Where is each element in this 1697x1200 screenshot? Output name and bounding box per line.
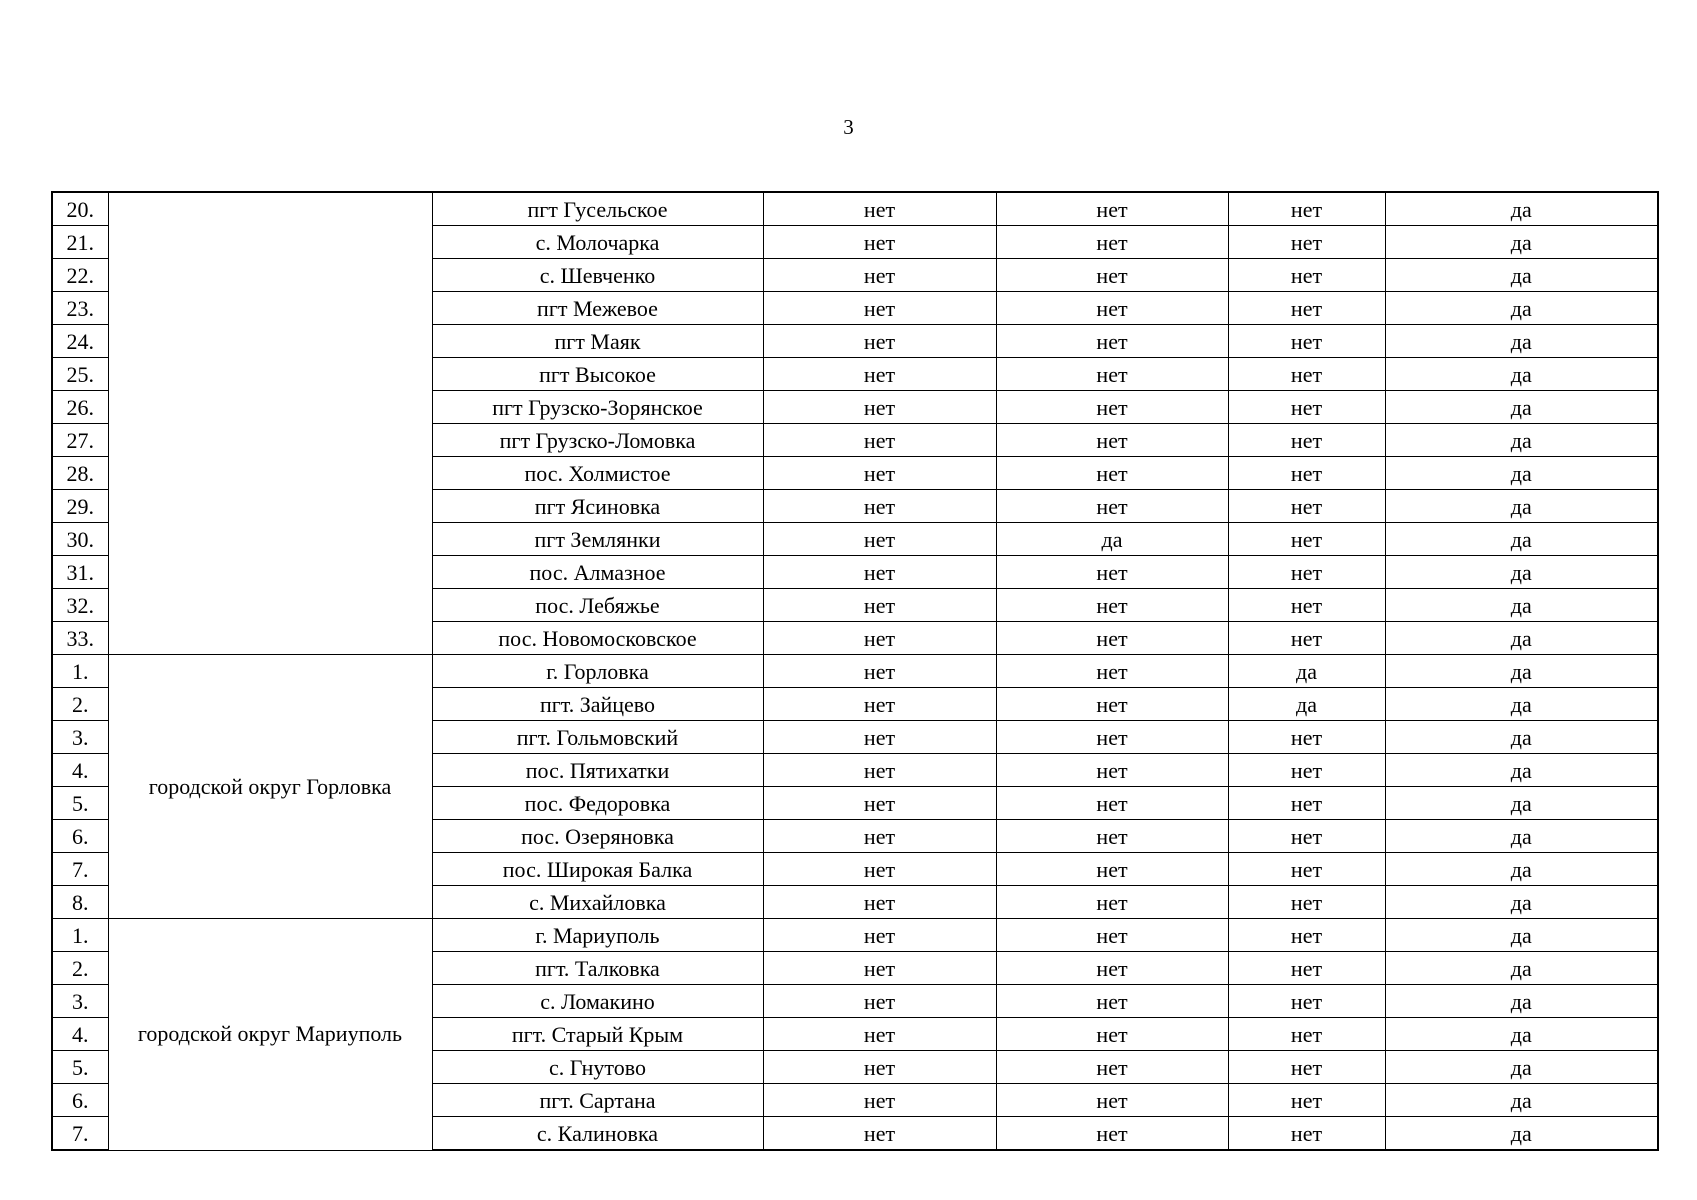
value-cell-3: нет (1228, 919, 1385, 952)
row-number-cell: 23. (52, 292, 108, 325)
value-cell-3: нет (1228, 192, 1385, 226)
value-cell-4: да (1385, 523, 1658, 556)
value-cell-3: нет (1228, 952, 1385, 985)
value-cell-2: нет (996, 1084, 1228, 1117)
locality-cell: с. Ломакино (432, 985, 763, 1018)
value-cell-2: нет (996, 622, 1228, 655)
value-cell-2: нет (996, 226, 1228, 259)
value-cell-2: нет (996, 325, 1228, 358)
row-number-cell: 22. (52, 259, 108, 292)
value-cell-4: да (1385, 655, 1658, 688)
locality-cell: пгт. Гольмовский (432, 721, 763, 754)
value-cell-4: да (1385, 853, 1658, 886)
page-number: 3 (843, 115, 854, 139)
value-cell-3: нет (1228, 457, 1385, 490)
value-cell-2: нет (996, 952, 1228, 985)
row-number-cell: 1. (52, 655, 108, 688)
locality-cell: пос. Федоровка (432, 787, 763, 820)
value-cell-1: нет (763, 589, 996, 622)
row-number-cell: 6. (52, 820, 108, 853)
value-cell-3: нет (1228, 754, 1385, 787)
value-cell-1: нет (763, 226, 996, 259)
row-number-cell: 31. (52, 556, 108, 589)
row-number-cell: 6. (52, 1084, 108, 1117)
locality-cell: пос. Алмазное (432, 556, 763, 589)
value-cell-2: нет (996, 820, 1228, 853)
value-cell-3: нет (1228, 853, 1385, 886)
value-cell-1: нет (763, 853, 996, 886)
locality-cell: пос. Широкая Балка (432, 853, 763, 886)
row-number-cell: 7. (52, 853, 108, 886)
locality-cell: г. Мариуполь (432, 919, 763, 952)
value-cell-1: нет (763, 259, 996, 292)
table-body (52, 192, 1658, 1150)
row-number-cell: 21. (52, 226, 108, 259)
value-cell-1: нет (763, 985, 996, 1018)
locality-cell: пгт Грузско-Зорянское (432, 391, 763, 424)
value-cell-3: нет (1228, 985, 1385, 1018)
locality-cell: с. Калиновка (432, 1117, 763, 1151)
value-cell-4: да (1385, 787, 1658, 820)
value-cell-3: нет (1228, 886, 1385, 919)
value-cell-2: нет (996, 919, 1228, 952)
value-cell-2: нет (996, 1018, 1228, 1051)
value-cell-1: нет (763, 391, 996, 424)
value-cell-4: да (1385, 919, 1658, 952)
value-cell-3: нет (1228, 1051, 1385, 1084)
value-cell-2: нет (996, 259, 1228, 292)
value-cell-2: нет (996, 589, 1228, 622)
locality-cell: пос. Озеряновка (432, 820, 763, 853)
value-cell-1: нет (763, 886, 996, 919)
value-cell-3: нет (1228, 292, 1385, 325)
row-number-cell: 28. (52, 457, 108, 490)
value-cell-4: да (1385, 952, 1658, 985)
value-cell-1: нет (763, 292, 996, 325)
row-number-cell: 33. (52, 622, 108, 655)
locality-cell: пгт. Сартана (432, 1084, 763, 1117)
value-cell-2: нет (996, 985, 1228, 1018)
value-cell-4: да (1385, 391, 1658, 424)
value-cell-4: да (1385, 589, 1658, 622)
value-cell-4: да (1385, 721, 1658, 754)
value-cell-1: нет (763, 1117, 996, 1151)
locality-cell: пос. Пятихатки (432, 754, 763, 787)
row-number-cell: 3. (52, 985, 108, 1018)
value-cell-4: да (1385, 457, 1658, 490)
value-cell-3: нет (1228, 556, 1385, 589)
locality-cell: пгт. Талковка (432, 952, 763, 985)
value-cell-3: нет (1228, 787, 1385, 820)
value-cell-1: нет (763, 622, 996, 655)
value-cell-2: нет (996, 754, 1228, 787)
row-number-cell: 7. (52, 1117, 108, 1151)
row-number-cell: 5. (52, 787, 108, 820)
value-cell-2: нет (996, 391, 1228, 424)
value-cell-4: да (1385, 886, 1658, 919)
value-cell-1: нет (763, 523, 996, 556)
value-cell-4: да (1385, 820, 1658, 853)
value-cell-1: нет (763, 325, 996, 358)
value-cell-4: да (1385, 1084, 1658, 1117)
value-cell-2: нет (996, 655, 1228, 688)
value-cell-2: нет (996, 853, 1228, 886)
value-cell-4: да (1385, 490, 1658, 523)
value-cell-4: да (1385, 1117, 1658, 1151)
value-cell-3: нет (1228, 226, 1385, 259)
value-cell-3: нет (1228, 1018, 1385, 1051)
value-cell-3: да (1228, 688, 1385, 721)
row-number-cell: 4. (52, 754, 108, 787)
row-number-cell: 2. (52, 688, 108, 721)
value-cell-1: нет (763, 1084, 996, 1117)
locality-cell: пгт Гусельское (432, 192, 763, 226)
locality-cell: г. Горловка (432, 655, 763, 688)
district-cell: городской округ Горловка (108, 655, 432, 919)
value-cell-3: нет (1228, 589, 1385, 622)
row-number-cell: 29. (52, 490, 108, 523)
value-cell-2: нет (996, 886, 1228, 919)
value-cell-2: нет (996, 292, 1228, 325)
value-cell-3: да (1228, 655, 1385, 688)
locality-cell: пос. Холмистое (432, 457, 763, 490)
value-cell-3: нет (1228, 1084, 1385, 1117)
value-cell-4: да (1385, 688, 1658, 721)
value-cell-2: нет (996, 787, 1228, 820)
value-cell-1: нет (763, 457, 996, 490)
value-cell-4: да (1385, 325, 1658, 358)
table-row (52, 919, 1658, 952)
value-cell-2: да (996, 523, 1228, 556)
value-cell-1: нет (763, 1018, 996, 1051)
value-cell-1: нет (763, 688, 996, 721)
locality-cell: пос. Лебяжье (432, 589, 763, 622)
value-cell-2: нет (996, 424, 1228, 457)
value-cell-2: нет (996, 688, 1228, 721)
value-cell-4: да (1385, 754, 1658, 787)
value-cell-3: нет (1228, 391, 1385, 424)
locality-cell: пос. Новомосковское (432, 622, 763, 655)
row-number-cell: 27. (52, 424, 108, 457)
locality-cell: с. Шевченко (432, 259, 763, 292)
row-number-cell: 8. (52, 886, 108, 919)
row-number-cell: 30. (52, 523, 108, 556)
value-cell-4: да (1385, 192, 1658, 226)
row-number-cell: 2. (52, 952, 108, 985)
value-cell-4: да (1385, 358, 1658, 391)
value-cell-1: нет (763, 192, 996, 226)
row-number-cell: 25. (52, 358, 108, 391)
locality-cell: пгт Высокое (432, 358, 763, 391)
value-cell-2: нет (996, 556, 1228, 589)
value-cell-1: нет (763, 1051, 996, 1084)
value-cell-2: нет (996, 490, 1228, 523)
row-number-cell: 20. (52, 192, 108, 226)
district-cell (108, 192, 432, 655)
localities-table (51, 191, 1659, 1151)
value-cell-3: нет (1228, 325, 1385, 358)
locality-cell: пгт Грузско-Ломовка (432, 424, 763, 457)
value-cell-1: нет (763, 820, 996, 853)
value-cell-3: нет (1228, 1117, 1385, 1151)
value-cell-1: нет (763, 424, 996, 457)
value-cell-2: нет (996, 1117, 1228, 1151)
value-cell-3: нет (1228, 721, 1385, 754)
locality-cell: пгт Маяк (432, 325, 763, 358)
locality-cell: пгт Ясиновка (432, 490, 763, 523)
value-cell-4: да (1385, 556, 1658, 589)
value-cell-4: да (1385, 259, 1658, 292)
value-cell-1: нет (763, 787, 996, 820)
value-cell-3: нет (1228, 490, 1385, 523)
value-cell-2: нет (996, 457, 1228, 490)
locality-cell: с. Молочарка (432, 226, 763, 259)
value-cell-3: нет (1228, 622, 1385, 655)
value-cell-1: нет (763, 952, 996, 985)
value-cell-4: да (1385, 622, 1658, 655)
value-cell-3: нет (1228, 259, 1385, 292)
table-row (52, 192, 1658, 226)
row-number-cell: 26. (52, 391, 108, 424)
value-cell-3: нет (1228, 424, 1385, 457)
value-cell-3: нет (1228, 523, 1385, 556)
value-cell-4: да (1385, 226, 1658, 259)
locality-cell: пгт Межевое (432, 292, 763, 325)
value-cell-4: да (1385, 1018, 1658, 1051)
value-cell-1: нет (763, 754, 996, 787)
value-cell-4: да (1385, 292, 1658, 325)
locality-cell: пгт Землянки (432, 523, 763, 556)
locality-cell: пгт. Старый Крым (432, 1018, 763, 1051)
row-number-cell: 24. (52, 325, 108, 358)
row-number-cell: 5. (52, 1051, 108, 1084)
table-row (52, 655, 1658, 688)
value-cell-2: нет (996, 192, 1228, 226)
locality-cell: пгт. Зайцево (432, 688, 763, 721)
value-cell-2: нет (996, 1051, 1228, 1084)
row-number-cell: 32. (52, 589, 108, 622)
value-cell-4: да (1385, 985, 1658, 1018)
value-cell-4: да (1385, 1051, 1658, 1084)
row-number-cell: 3. (52, 721, 108, 754)
value-cell-1: нет (763, 556, 996, 589)
row-number-cell: 1. (52, 919, 108, 952)
value-cell-2: нет (996, 358, 1228, 391)
value-cell-1: нет (763, 358, 996, 391)
locality-cell: с. Гнутово (432, 1051, 763, 1084)
district-cell: городской округ Мариуполь (108, 919, 432, 1151)
value-cell-3: нет (1228, 820, 1385, 853)
locality-cell: с. Михайловка (432, 886, 763, 919)
value-cell-4: да (1385, 424, 1658, 457)
value-cell-3: нет (1228, 358, 1385, 391)
row-number-cell: 4. (52, 1018, 108, 1051)
value-cell-1: нет (763, 919, 996, 952)
value-cell-1: нет (763, 655, 996, 688)
value-cell-1: нет (763, 721, 996, 754)
value-cell-2: нет (996, 721, 1228, 754)
value-cell-1: нет (763, 490, 996, 523)
